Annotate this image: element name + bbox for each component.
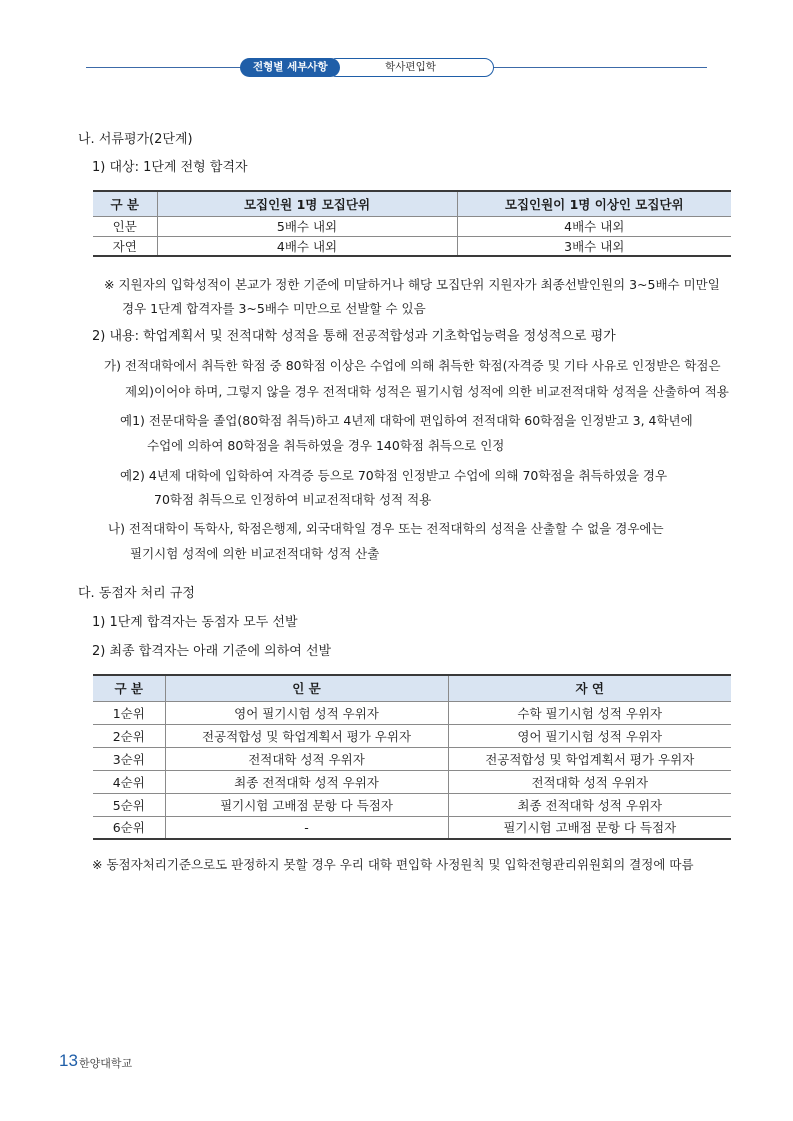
target-item: 1) 대상: 1단계 전형 합격자 — [92, 160, 248, 175]
table-cell: 5순위 — [93, 793, 165, 816]
table-cell: 영어 필기시험 성적 우위자 — [165, 701, 448, 724]
section-heading-na: 나. 서류평가(2단계) — [78, 132, 193, 147]
table-cell: 4배수 내외 — [157, 236, 457, 256]
table-cell: 전공적합성 및 학업계획서 평가 우위자 — [165, 724, 448, 747]
paragraph-line: 필기시험 성적에 의한 비교전적대학 성적 산출 — [130, 546, 380, 561]
content-item: 2) 내용: 학업계획서 및 전적대학 성적을 통해 전공적합성과 기초학업능력을 정성적으로 평가 — [92, 329, 616, 344]
example-line: 예1) 전문대학을 졸업(80학점 취득)하고 4년제 대학에 편입하여 전적대학 60학점을 인정받고 3, 4학년에 — [120, 413, 693, 428]
tie-break-table — [93, 674, 731, 840]
paragraph-line: 제외)이어야 하며, 그렇지 않을 경우 전적대학 성적은 필기시험 성적에 의한 비교전적대학 성적을 산출하여 적용 — [125, 384, 729, 399]
table-header-row — [93, 675, 731, 701]
section-heading-da: 다. 동점자 처리 규정 — [78, 586, 195, 601]
table-cell: 전공적합성 및 학업계획서 평가 우위자 — [448, 747, 731, 770]
table-cell: 6순위 — [93, 816, 165, 839]
university-name: 한양대학교 — [79, 1057, 133, 1070]
table-cell: 자연 — [93, 236, 157, 256]
table-cell: 필기시험 고배점 문항 다 득점자 — [165, 793, 448, 816]
table-header-cell: 자 연 — [448, 675, 731, 701]
example-line: 수업에 의하여 80학점을 취득하였을 경우 140학점 취득으로 인정 — [147, 438, 505, 453]
table-cell: 4배수 내외 — [457, 216, 731, 236]
table-header-row — [93, 191, 731, 216]
table-row — [93, 793, 731, 816]
table-row — [93, 724, 731, 747]
table-cell: 수학 필기시험 성적 우위자 — [448, 701, 731, 724]
table-row — [93, 701, 731, 724]
table-header-cell: 모집인원이 1명 이상인 모집단위 — [457, 191, 731, 216]
table-header-cell: 모집인원 1명 모집단위 — [157, 191, 457, 216]
table-row — [93, 216, 731, 236]
table-cell: 전적대학 성적 우위자 — [165, 747, 448, 770]
note-line: ※ 지원자의 입학성적이 본교가 정한 기준에 미달하거나 해당 모집단위 지원자가 최종선발인원의 3~5배수 미만일 — [104, 277, 720, 292]
table-row — [93, 770, 731, 793]
header-category-label: 전형별 세부사항 — [240, 58, 340, 77]
table-cell: - — [165, 816, 448, 839]
selection-ratio-table — [93, 190, 731, 257]
header-rule-left — [86, 67, 246, 68]
table-header-cell: 구 분 — [93, 191, 157, 216]
note-line: ※ 동점자처리기준으로도 판정하지 못할 경우 우리 대학 편입학 사정원칙 및 입학전형관리위원회의 결정에 따름 — [92, 857, 694, 872]
table-cell: 인문 — [93, 216, 157, 236]
header-section-label: 학사편입학 — [327, 58, 494, 77]
table-header-cell: 인 문 — [165, 675, 448, 701]
tie-rule-item: 2) 최종 합격자는 아래 기준에 의하여 선발 — [92, 644, 332, 659]
example-line: 예2) 4년제 대학에 입학하여 자격증 등으로 70학점 인정받고 수업에 의해 70학점을 취득하였을 경우 — [120, 468, 668, 483]
tie-rule-item: 1) 1단계 합격자는 동점자 모두 선발 — [92, 615, 298, 630]
table-cell: 필기시험 고배점 문항 다 득점자 — [448, 816, 731, 839]
table-cell: 최종 전적대학 성적 우위자 — [448, 793, 731, 816]
table-cell: 3순위 — [93, 747, 165, 770]
header-rule-right — [490, 67, 707, 68]
table-cell: 전적대학 성적 우위자 — [448, 770, 731, 793]
example-line: 70학점 취득으로 인정하여 비교전적대학 성적 적용 — [154, 492, 432, 507]
table-cell: 최종 전적대학 성적 우위자 — [165, 770, 448, 793]
table-cell: 3배수 내외 — [457, 236, 731, 256]
table-row — [93, 236, 731, 256]
table-header-cell: 구 분 — [93, 675, 165, 701]
paragraph-line: 나) 전적대학이 독학사, 학점은행제, 외국대학일 경우 또는 전적대학의 성적을 산출할 수 없을 경우에는 — [108, 521, 664, 536]
page-number: 13 — [59, 1051, 78, 1070]
table-cell: 1순위 — [93, 701, 165, 724]
table-cell: 4순위 — [93, 770, 165, 793]
table-cell: 5배수 내외 — [157, 216, 457, 236]
note-line: 경우 1단계 합격자를 3~5배수 미만으로 선발할 수 있음 — [122, 301, 426, 316]
table-row — [93, 747, 731, 770]
table-row — [93, 816, 731, 839]
table-cell: 2순위 — [93, 724, 165, 747]
paragraph-line: 가) 전적대학에서 취득한 학점 중 80학점 이상은 수업에 의해 취득한 학점(자격증 및 기타 사유로 인정받은 학점은 — [104, 358, 721, 373]
table-cell: 영어 필기시험 성적 우위자 — [448, 724, 731, 747]
